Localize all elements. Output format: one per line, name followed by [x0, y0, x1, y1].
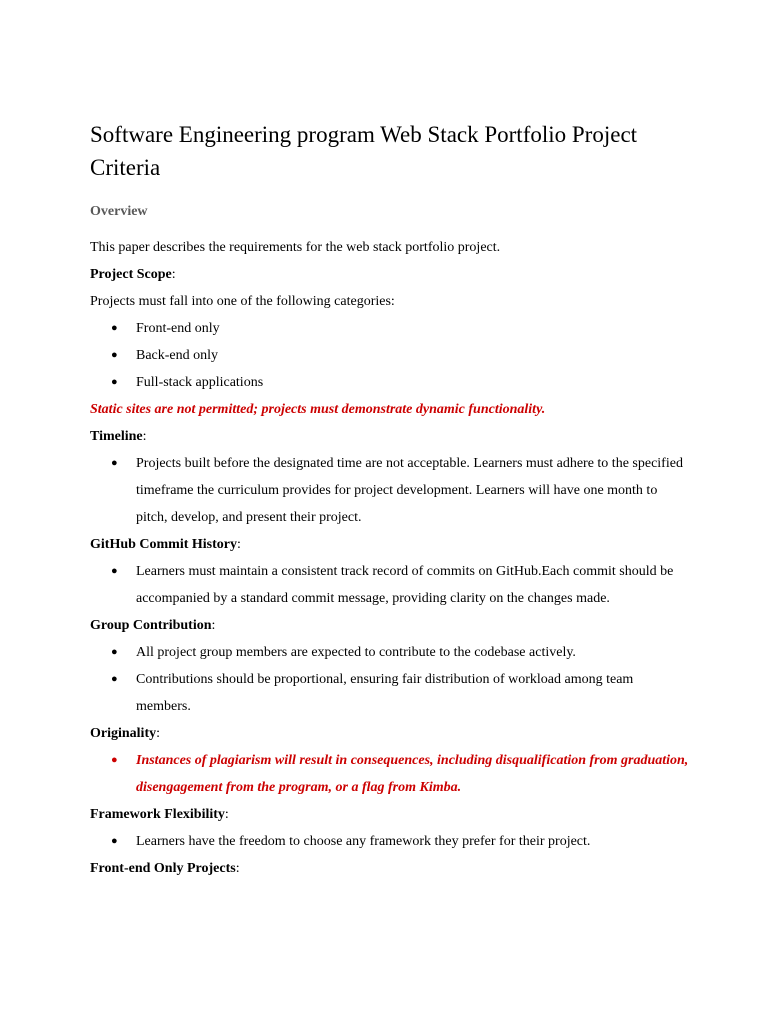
group-heading-line: [90, 612, 690, 639]
project-scope-list: [90, 315, 690, 396]
bullet-icon: ●: [111, 457, 118, 469]
github-list: [90, 558, 690, 612]
list-item-text: Front-end only: [136, 321, 220, 336]
list-item: [90, 450, 690, 531]
colon: :: [235, 861, 240, 876]
colon: :: [237, 537, 241, 552]
static-sites-warning: Static sites are not permitted; projects must demonstrate dynamic functionality.: [90, 402, 546, 417]
bullet-icon: ●: [111, 673, 118, 685]
list-item: [90, 747, 690, 801]
colon: :: [224, 807, 229, 822]
list-item: [90, 369, 690, 396]
list-item-text: Projects built before the designated time are not acceptable. Learners must adhere to the specified timeframe the curriculum provides for project development. Learners will have one month to pitch, develop, and present their project.: [136, 456, 683, 525]
framework-heading-line: [90, 801, 690, 828]
group-list: [90, 639, 690, 720]
timeline-list: [90, 450, 690, 531]
framework-list: [90, 828, 690, 855]
timeline-heading: Timeline: [90, 429, 143, 444]
bullet-icon: ●: [111, 646, 118, 658]
colon: :: [171, 267, 176, 282]
list-item: [90, 315, 690, 342]
bullet-icon: ●: [111, 322, 118, 334]
originality-heading: Originality: [90, 726, 157, 741]
list-item-text: All project group members are expected to contribute to the codebase actively.: [136, 645, 576, 660]
github-heading: GitHub Commit History: [90, 537, 237, 552]
document-body: [90, 234, 690, 882]
colon: :: [211, 618, 216, 633]
project-scope-heading-line: [90, 261, 690, 288]
plagiarism-warning: Instances of plagiarism will result in consequences, including disqualification from graduation, disengagement from the program, or a flag from Kimba.: [136, 753, 689, 795]
project-scope-text: Projects must fall into one of the following categories:: [90, 294, 395, 309]
intro-paragraph: This paper describes the requirements for the web stack portfolio project.: [90, 240, 501, 255]
timeline-heading-line: [90, 423, 690, 450]
list-item: [90, 666, 690, 720]
list-item-text: Learners have the freedom to choose any framework they prefer for their project.: [136, 834, 591, 849]
list-item: [90, 828, 690, 855]
bullet-icon: ●: [111, 835, 118, 847]
list-item-text: Back-end only: [136, 348, 219, 363]
frontend-heading-line: [90, 855, 690, 882]
bullet-icon: ●: [111, 754, 118, 766]
github-heading-line: [90, 531, 690, 558]
list-item-text: Full-stack applications: [136, 375, 264, 390]
colon: :: [156, 726, 161, 741]
framework-heading: Framework Flexibility: [90, 807, 225, 822]
list-item-text: Learners must maintain a consistent track record of commits on GitHub.Each commit should be accompanied by a standard commit message, providing clarity on the changes made.: [136, 564, 674, 606]
bullet-icon: ●: [111, 565, 118, 577]
list-item: [90, 558, 690, 612]
list-item: [90, 342, 690, 369]
frontend-heading: Front-end Only Projects: [90, 861, 236, 876]
bullet-icon: ●: [111, 376, 118, 388]
bullet-icon: ●: [111, 349, 118, 361]
originality-list: [90, 747, 690, 801]
colon: :: [142, 429, 147, 444]
list-item: [90, 639, 690, 666]
list-item-text: Contributions should be proportional, ensuring fair distribution of workload among team members.: [136, 672, 634, 714]
overview-subtitle: Overview: [90, 204, 148, 219]
group-heading: Group Contribution: [90, 618, 212, 633]
project-scope-heading: Project Scope: [90, 267, 172, 282]
originality-heading-line: [90, 720, 690, 747]
document-title: Software Engineering program Web Stack Portfolio Project Criteria: [90, 122, 638, 180]
